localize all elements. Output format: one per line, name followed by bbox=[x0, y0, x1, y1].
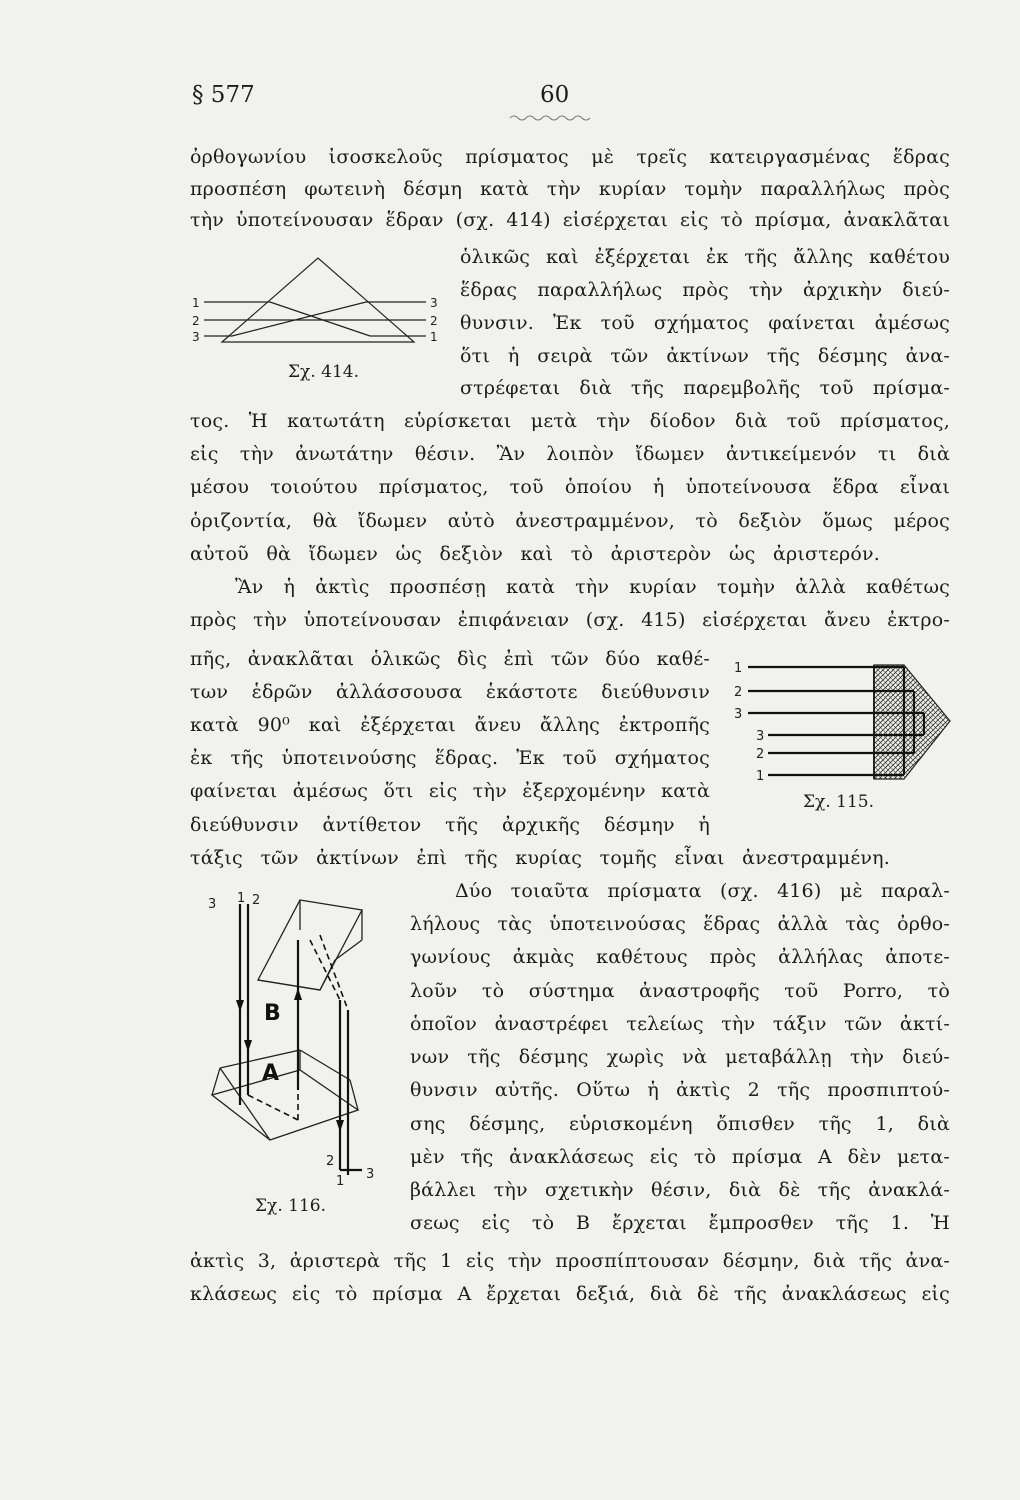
text-line: στρέφεται διὰ τῆς παρεμβολῆς τοῦ πρίσμα- bbox=[460, 377, 950, 399]
fig414-label: 1 bbox=[430, 330, 438, 344]
fig116-label: 1 bbox=[237, 891, 246, 906]
text-line: εἰς τὴν ἀνωτάτην θέσιν. Ἂν λοιπὸν ἴδωμεν ἀντικείμενόν τι διὰ bbox=[190, 443, 950, 465]
fig116-prism-label: A bbox=[262, 1061, 280, 1086]
fig414-label: 3 bbox=[430, 296, 438, 310]
text-line: ἀκτὶς 3, ἀριστερὰ τῆς 1 εἰς τὴν προσπίπτουσαν δέσμην, διὰ τῆς ἀνα- bbox=[190, 1250, 950, 1272]
fig115-label: 3 bbox=[756, 729, 765, 744]
figure-115-caption: Σχ. 115. bbox=[803, 792, 874, 812]
fig414-label: 3 bbox=[192, 330, 200, 344]
fig116-label: 3 bbox=[208, 897, 217, 912]
text-line: τάξις τῶν ἀκτίνων ἐπὶ τῆς κυρίας τομῆς εἶναι ἀνεστραμμένη. bbox=[190, 847, 890, 869]
text-line: νων τῆς δέσμης χωρὶς νὰ μεταβάλλῃ τὴν διεύ- bbox=[410, 1046, 950, 1068]
fig116-label: 3 bbox=[366, 1167, 375, 1182]
section-number: § 577 bbox=[192, 82, 255, 108]
fig115-label: 1 bbox=[756, 769, 765, 784]
text-line: διεύθυνσιν ἀντίθετον τῆς ἀρχικῆς δέσμην ἡ bbox=[190, 814, 710, 836]
figure-116-diagram bbox=[190, 890, 390, 1190]
fig414-label: 2 bbox=[192, 314, 200, 328]
text-line: Δύο τοιαῦτα πρίσματα (σχ. 416) μὲ παραλ- bbox=[455, 880, 950, 902]
text-line: θυνσιν. Ἐκ τοῦ σχήματος φαίνεται ἀμέσως bbox=[460, 312, 950, 334]
fig115-label: 2 bbox=[756, 747, 765, 762]
fig115-label: 3 bbox=[734, 707, 743, 722]
text-line: ὁποῖον ἀναστρέφει τελείως τὴν τάξιν τῶν ἀκτί- bbox=[410, 1013, 950, 1035]
fig116-label: 2 bbox=[326, 1154, 335, 1169]
fig116-label: 2 bbox=[252, 893, 261, 908]
text-line: πῆς, ἀνακλᾶται ὁλικῶς δὶς ἐπὶ τῶν δύο καθέ- bbox=[190, 648, 710, 670]
header-ornament bbox=[508, 113, 598, 123]
text-line: ἕδρας παραλλήλως πρὸς τὴν ἀρχικὴν διεύ- bbox=[460, 279, 950, 301]
text-line: μὲν τῆς ἀνακλάσεως εἰς τὸ πρίσμα Α δὲν μετα- bbox=[410, 1146, 950, 1168]
fig115-label: 2 bbox=[734, 685, 743, 700]
text-line: πρὸς τὴν ὑποτείνουσαν ἐπιφάνειαν (σχ. 415) εἰσέρχεται ἄνευ ἐκτρο- bbox=[190, 609, 950, 631]
text-line: ὁριζοντία, θὰ ἴδωμεν αὐτὸ ἀνεστραμμένον, τὸ δεξιὸν ὅμως μέρος bbox=[190, 510, 950, 532]
page-number: 60 bbox=[540, 82, 570, 108]
text-line: Ἂν ἡ ἀκτὶς προσπέσῃ κατὰ τὴν κυρίαν τομὴν ἀλλὰ καθέτως bbox=[235, 576, 950, 598]
text-line: λοῦν τὸ σύστημα ἀναστροφῆς τοῦ Porro, τὸ bbox=[410, 980, 950, 1002]
fig414-label: 2 bbox=[430, 314, 438, 328]
text-line: ἐκ τῆς ὑποτεινούσης ἕδρας. Ἐκ τοῦ σχήματος bbox=[190, 747, 710, 769]
text-line: λήλους τὰς ὑποτεινούσας ἕδρας ἀλλὰ τὰς ὀρθο- bbox=[410, 913, 950, 935]
text-line: κλάσεως εἰς τὸ πρίσμα Α ἔρχεται δεξιά, διὰ δὲ τῆς ἀνακλάσεως εἰς bbox=[190, 1283, 950, 1305]
text-line: κατὰ 90⁰ καὶ ἐξέρχεται ἄνευ ἄλλης ἐκτροπῆς bbox=[190, 714, 710, 736]
figure-116-caption: Σχ. 116. bbox=[255, 1196, 326, 1216]
text-line: ὁλικῶς καὶ ἐξέρχεται ἐκ τῆς ἄλλης καθέτου bbox=[460, 246, 950, 268]
text-line: προσπέση φωτεινὴ δέσμη κατὰ τὴν κυρίαν τομὴν παραλλήλως πρὸς bbox=[190, 178, 950, 200]
text-line: φαίνεται ἀμέσως ὅτι εἰς τὴν ἐξερχομένην κατὰ bbox=[190, 780, 710, 802]
text-line: σης δέσμης, εὑρισκομένη ὄπισθεν τῆς 1, διὰ bbox=[410, 1113, 950, 1135]
text-line: ὅτι ἡ σειρὰ τῶν ἀκτίνων τῆς δέσμης ἀνα- bbox=[460, 345, 950, 367]
text-line: μέσου τοιούτου πρίσματος, τοῦ ὁποίου ἡ ὑποτείνουσα ἕδρα εἶναι bbox=[190, 476, 950, 498]
figure-115-diagram bbox=[728, 655, 958, 790]
text-line: θυνσιν αὐτῆς. Οὕτω ἡ ἀκτὶς 2 τῆς προσπιπτού- bbox=[410, 1079, 950, 1101]
fig414-label: 1 bbox=[192, 296, 200, 310]
text-line: τὴν ὑποτείνουσαν ἕδραν (σχ. 414) εἰσέρχεται εἰς τὸ πρίσμα, ἀνακλᾶται bbox=[190, 209, 950, 231]
text-line: αὐτοῦ θὰ ἴδωμεν ὡς δεξιὸν καὶ τὸ ἀριστερὸν ὡς ἀριστερόν. bbox=[190, 543, 880, 565]
text-line: τος. Ἡ κατωτάτη εὑρίσκεται μετὰ τὴν δίοδον διὰ τοῦ πρίσματος, bbox=[190, 410, 950, 432]
fig116-label: 1 bbox=[336, 1174, 345, 1189]
text-line: των ἑδρῶν ἀλλάσσουσα ἑκάστοτε διεύθυνσιν bbox=[190, 681, 710, 703]
fig115-label: 1 bbox=[734, 661, 743, 676]
figure-414-diagram bbox=[190, 250, 450, 360]
text-line: γωνίους ἀκμὰς καθέτους πρὸς ἀλλήλας ἀποτε- bbox=[410, 946, 950, 968]
text-line: σεως εἰς τὸ Β ἔρχεται ἔμπροσθεν τῆς 1. Ἡ bbox=[410, 1212, 950, 1234]
text-line: ὀρθογωνίου ἰσοσκελοῦς πρίσματος μὲ τρεῖς κατειργασμένας ἕδρας bbox=[190, 146, 950, 168]
figure-414-caption: Σχ. 414. bbox=[288, 362, 359, 382]
fig116-prism-label: B bbox=[264, 1001, 281, 1026]
text-line: βάλλει τὴν σχετικὴν θέσιν, διὰ δὲ τῆς ἀνακλά- bbox=[410, 1179, 950, 1201]
